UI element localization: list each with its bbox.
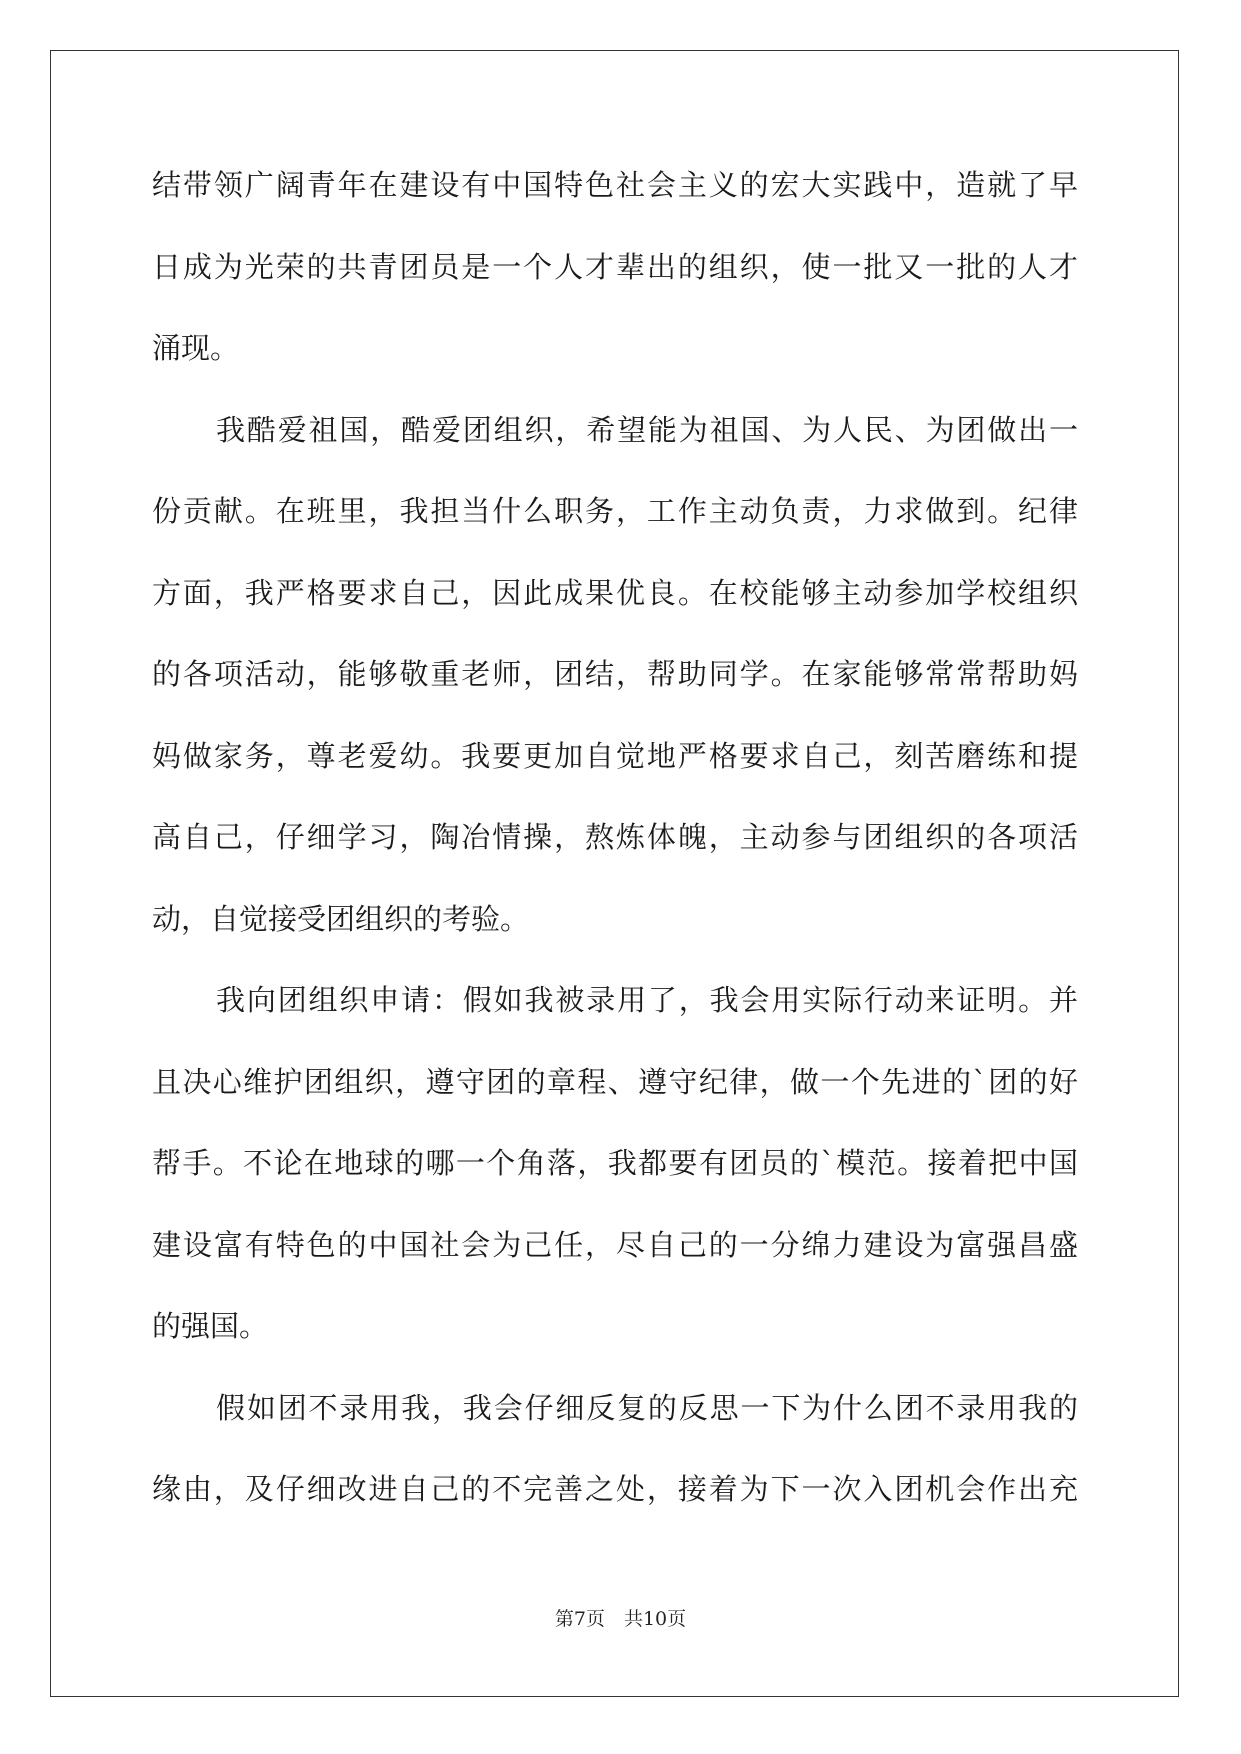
document-body [152,160,1078,1546]
paragraph-line-11: 我向团组织申请：假如我被录用了，我会用实际行动来证明。并 [216,983,1078,1017]
paragraph-line-14: 建设富有特色的中国社会为己任，尽自己的一分绵力建设为富强昌盛 [152,1227,1078,1262]
paragraph-line-17: 缘由，及仔细改进自己的不完善之处，接着为下一次入团机会作出充 [152,1472,1078,1506]
paragraph-line-5: 份贡献。在班里，我担当什么职务，工作主动负责，力求做到。纪律 [152,494,1078,528]
paragraph-line-16: 假如团不录用我，我会仔细反复的反思一下为什么团不录用我的 [216,1390,1078,1425]
paragraph-line-4: 我酷爱祖国，酷爱团组织，希望能为祖国、为人民、为团做出一 [216,412,1078,447]
page-number-footer: 第7页 共10页 [554,1608,687,1630]
paragraph-line-13: 帮手。不论在地球的哪一个角落，我都要有团员的`模范。接着把中国 [152,1146,1078,1180]
paragraph-line-1: 结带领广阔青年在建设有中国特色社会主义的宏大实践中，造就了早 [152,168,1078,202]
paragraph-line-9: 高自己，仔细学习，陶冶情操，熬炼体魄，主动参与团组织的各项活 [152,820,1078,854]
paragraph-line-2: 日成为光荣的共青团员是一个人才辈出的组织，使一批又一批的人才 [152,249,1078,284]
paragraph-line-6: 方面，我严格要求自己，因此成果优良。在校能够主动参加学校组织 [152,575,1078,610]
paragraph-line-3: 涌现。 [152,331,240,365]
paragraph-line-8: 妈做家务，尊老爱幼。我要更加自觉地严格要求自己，刻苦磨练和提 [152,738,1078,773]
paragraph-line-15: 的强国。 [152,1309,269,1343]
paragraph-line-10: 动，自觉接受团组织的考验。 [152,901,530,936]
paragraph-line-12: 且决心维护团组织，遵守团的章程、遵守纪律，做一个先进的`团的好 [152,1064,1078,1099]
paragraph-line-7: 的各项活动，能够敬重老师，团结，帮助同学。在家能够常常帮助妈 [152,657,1078,691]
